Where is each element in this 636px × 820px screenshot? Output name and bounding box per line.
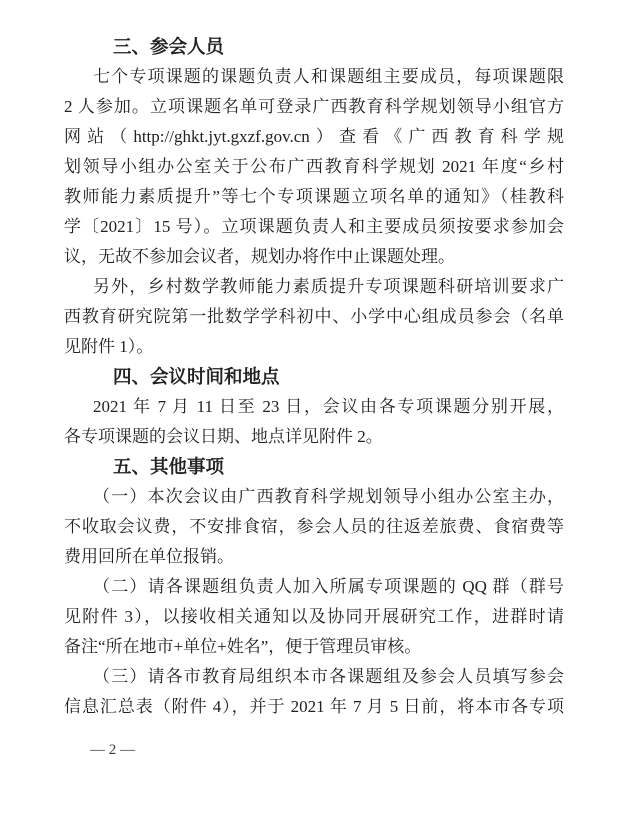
- paragraph-line: 另外，乡村数学教师能力素质提升专项课题科研培训要求广: [93, 277, 564, 296]
- paragraph-line: 见附件 1）。: [64, 337, 154, 356]
- paragraph-line: 信息汇总表（附件 4），并于 2021 年 7 月 5 日前，将本市各专项: [64, 697, 564, 716]
- page-number: — 2 —: [90, 742, 135, 758]
- section-heading-3: 三、参会人员: [113, 36, 225, 57]
- paragraph-line: 议，无故不参加会议者，规划办将作中止课题处理。: [64, 247, 455, 266]
- paragraph-line: 2021 年 7 月 11 日至 23 日，会议由各专项课题分别开展，: [93, 397, 564, 416]
- paragraph-line: 学〔2021〕15 号）。立项课题负责人和主要成员须按要求参加会: [64, 217, 564, 236]
- section-heading-5: 五、其他事项: [113, 456, 225, 477]
- paragraph-line: 2 人参加。立项课题名单可登录广西教育科学规划领导小组官方: [64, 97, 564, 116]
- paragraph-line: 西教育研究院第一批数学学科初中、小学中心组成员参会（名单: [64, 307, 564, 326]
- paragraph-line: （一）本次会议由广西教育科学规划领导小组办公室主办，: [93, 487, 564, 506]
- paragraph-line: （三）请各市教育局组织本市各课题组及参会人员填写参会: [93, 667, 564, 686]
- paragraph-line: 划领导小组办公室关于公布广西教育科学规划 2021 年度“乡村: [64, 157, 564, 176]
- paragraph-line: 教师能力素质提升”等七个专项课题立项名单的通知》（桂教科: [64, 187, 564, 206]
- paragraph-line: 见附件 3），以接收相关通知以及协同开展研究工作，进群时请: [64, 607, 564, 626]
- paragraph-line: 不收取会议费，不安排食宿，参会人员的往返差旅费、食宿费等: [64, 517, 564, 536]
- paragraph-line: （二）请各课题组负责人加入所属专项课题的 QQ 群（群号: [93, 577, 564, 596]
- section-heading-4: 四、会议时间和地点: [113, 366, 280, 387]
- paragraph-line: 费用回所在单位报销。: [64, 547, 234, 566]
- paragraph-line: 各专项课题的会议日期、地点详见附件 2。: [64, 427, 383, 446]
- paragraph-line: 七个专项课题的课题负责人和课题组主要成员，每项课题限: [93, 67, 564, 86]
- paragraph-line: 备注“所在地市+单位+姓名”，便于管理员审核。: [64, 637, 422, 656]
- paragraph-line: 网站（http://ghkt.jyt.gxzf.gov.cn）查看《广西教育科学规: [64, 127, 564, 146]
